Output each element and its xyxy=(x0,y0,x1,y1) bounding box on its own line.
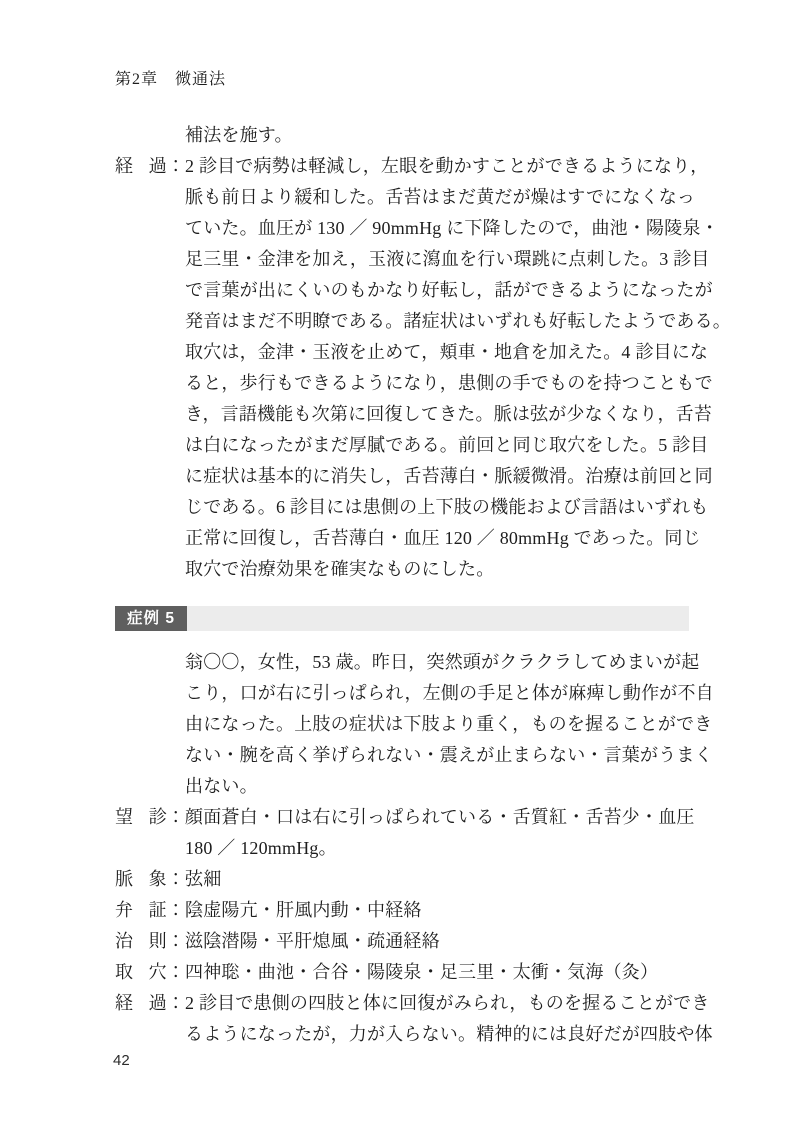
text-line: るようになったが，力が入らない。精神的には良好だが四肢や体 xyxy=(185,1024,713,1044)
entry-label-char1: 弁 xyxy=(115,900,134,920)
case5-badge-bar xyxy=(187,606,689,631)
text-line: 取穴で治療効果を確実なものにした。 xyxy=(185,559,495,579)
text-line: 陰虚陽亢・肝風内動・中経絡 xyxy=(185,900,422,920)
text-line: こり，口が右に引っぱられ，左側の手足と体が麻痺し動作が不自 xyxy=(185,683,714,703)
entry-label xyxy=(115,895,185,926)
text-line: 2 診目で患側の四肢と体に回復がみられ，ものを握ることができ xyxy=(185,993,710,1013)
case4-closing-line: 補法を施す。 xyxy=(185,125,293,145)
entry-label xyxy=(115,864,185,895)
entry-label-char2: 診： xyxy=(148,807,185,827)
case5-myakusho-entry xyxy=(115,864,700,895)
text-line: き，言語機能も次第に回復してきた。脈は弦が少なくなり，舌苔 xyxy=(185,404,713,424)
text-line: 足三里・金津を加え，玉液に瀉血を行い環跳に点刺した。3 診目 xyxy=(185,249,710,269)
text-line: 180 ／ 120mmHg。 xyxy=(185,838,337,858)
case4-keika-entry xyxy=(115,151,731,585)
text-line: 出ない。 xyxy=(185,776,258,796)
entry-label xyxy=(115,926,185,957)
text-line: 翁〇〇，女性，53 歳。昨日，突然頭がクラクラしてめまいが起 xyxy=(185,652,700,672)
entry-label-char1: 望 xyxy=(115,807,134,827)
text-line: 滋陰潜陽・平肝熄風・疏通経絡 xyxy=(185,931,440,951)
text-line: ない・腕を高く挙げられない・震えが止まらない・言葉がうまく xyxy=(185,745,713,765)
text-line: 四神聡・曲池・合谷・陽陵泉・足三里・太衝・気海（灸） xyxy=(185,962,659,982)
text-line: に症状は基本的に消失し，舌苔薄白・脈緩微滑。治療は前回と同 xyxy=(185,466,713,486)
entry-label-char1: 経 xyxy=(115,156,134,176)
text-line: ていた。血圧が 130 ／ 90mmHg に下降したので，曲池・陽陵泉・ xyxy=(185,218,719,238)
text-line: 正常に回復し，舌苔薄白・血圧 120 ／ 80mmHg であった。同じ xyxy=(185,528,701,548)
entry-label-char1: 脈 xyxy=(115,869,134,889)
entry-label-char2: 証： xyxy=(148,900,185,920)
text-line: 由になった。上肢の症状は下肢より重く，ものを握ることができ xyxy=(185,714,713,734)
entry-label-char2: 則： xyxy=(148,931,185,951)
entry-label-char2: 過： xyxy=(148,993,185,1013)
case5-chisoku-entry xyxy=(115,926,700,957)
text-line: 発音はまだ不明瞭である。諸症状はいずれも好転したようである。 xyxy=(185,311,731,331)
text-line: 弦細 xyxy=(185,869,222,889)
text-line: で言葉が出にくいのもかなり好転し，話ができるようになったが xyxy=(185,280,713,300)
page-number: 42 xyxy=(113,1052,130,1069)
entry-label-char1: 取 xyxy=(115,962,134,982)
page-content xyxy=(115,120,731,1050)
case5-badge: 症例 5 xyxy=(115,606,187,631)
running-header: 第2章 微通法 xyxy=(115,71,227,88)
text-line: は白になったがまだ厚膩である。前回と同じ取穴をした。5 診目 xyxy=(185,435,709,455)
entry-label-char1: 治 xyxy=(115,931,134,951)
entry-label xyxy=(115,151,185,182)
entry-label-char2: 象： xyxy=(148,869,185,889)
text-line: 2 診目で病勢は軽減し，左眼を動かすことができるようになり， xyxy=(185,156,709,176)
case5-boshin-entry xyxy=(115,802,700,864)
text-line: 顔面蒼白・口は右に引っぱられている・舌質紅・舌苔少・血圧 xyxy=(185,807,695,827)
case5-intro xyxy=(115,647,714,802)
text-line: じである。6 診目には患側の上下肢の機能および言語はいずれも xyxy=(185,497,709,517)
entry-label xyxy=(115,988,185,1019)
entry-label-char2: 過： xyxy=(148,156,185,176)
case5-bensho-entry xyxy=(115,895,700,926)
text-line: 脈も前日より緩和した。舌苔はまだ黄だが燥はすでになくなっ xyxy=(185,187,696,207)
case5-heading xyxy=(115,606,700,631)
entry-label xyxy=(115,957,185,988)
text-line: 取穴は，金津・玉液を止めて，頬車・地倉を加えた。4 診目にな xyxy=(185,342,709,362)
text-line: ると，歩行もできるようになり，患側の手でものを持つこともで xyxy=(185,373,713,393)
case5-shuketsu-entry xyxy=(115,957,700,988)
entry-label-char2: 穴： xyxy=(148,962,185,982)
entry-label xyxy=(115,802,185,833)
entry-label-char1: 経 xyxy=(115,993,134,1013)
case5-keika-entry xyxy=(115,988,713,1050)
